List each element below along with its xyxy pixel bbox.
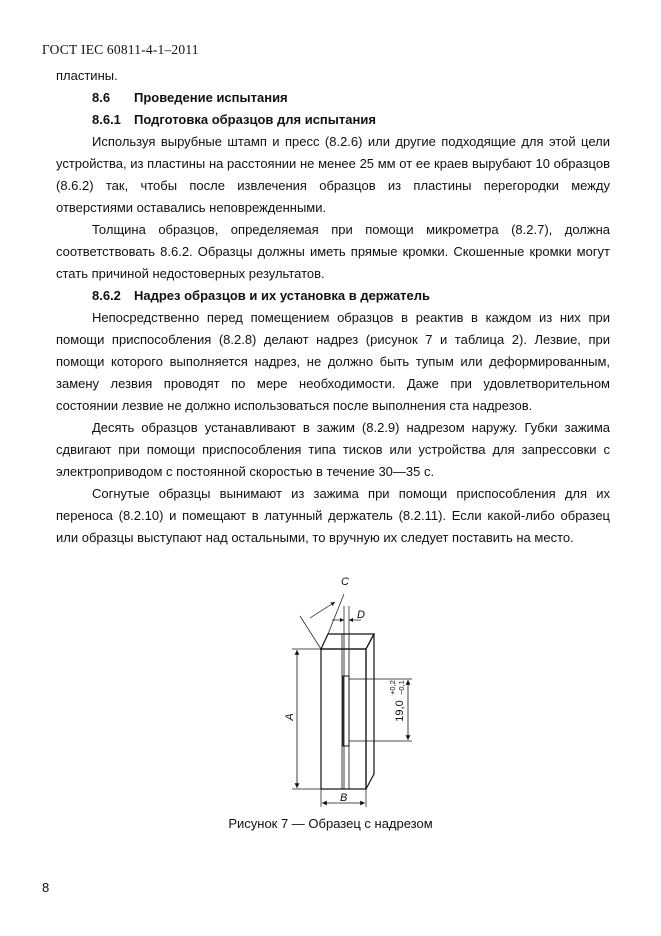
paragraph-line: отверстиями оставались неповрежденными. — [56, 200, 327, 215]
page-header: ГОСТ IEC 60811-4-1–2011 — [42, 42, 199, 57]
section-heading-8-6-1 — [56, 109, 610, 131]
section-title: Надрез образцов и их установка в держатель — [134, 288, 431, 303]
paragraph-line: замену лезвия проводят по мере необходимости. Даже при удовлетворительном — [56, 376, 610, 391]
document-body — [56, 65, 610, 549]
paragraph-line: Десять образцов устанавливают в зажим (8.2.9) надрезом наружу. Губки зажима — [92, 420, 610, 435]
section-heading-8-6-2 — [56, 285, 610, 307]
paragraph-line: Согнутые образцы вынимают из зажима при помощи приспособления для их — [92, 486, 610, 501]
section-heading-8-6 — [56, 87, 610, 109]
paragraph-line: сдвигают при помощи приспособления типа тисков или устройства для запрессовки с — [56, 442, 610, 457]
paragraph-line: стать причиной недостоверных результатов. — [56, 266, 325, 281]
section-title: Подготовка образцов для испытания — [134, 112, 376, 127]
paragraph-line: помощи приспособления (8.2.8) делают надрез (рисунок 7 и таблица 2). Лезвие, при — [56, 332, 610, 347]
specimen-side-face — [366, 634, 374, 789]
figure-specimen — [270, 574, 440, 809]
specimen-drawing — [270, 574, 440, 809]
paragraph-line: Толщина образцов, определяемая при помощи микрометра (8.2.7), должна — [92, 222, 610, 237]
figure-caption: Рисунок 7 — Образец с надрезом — [228, 816, 433, 831]
paragraph-line: состоянии лезвие не должно использоваться после выполнения ста надрезов. — [56, 398, 533, 413]
paragraph-line: Используя вырубные штамп и пресс (8.2.6) или другие подходящие для этой цели — [92, 134, 610, 149]
label-a: A — [284, 713, 296, 721]
paragraph-line: соответствовать 8.6.2. Образцы должны иметь прямые кромки. Скошенные кромки могут — [56, 244, 610, 259]
specimen-top-face — [321, 634, 374, 649]
label-d: D — [357, 609, 365, 621]
section-title: Проведение испытания — [134, 90, 288, 105]
tolerance-lower: −0,1 — [397, 680, 406, 695]
tolerance-upper: +0,2 — [388, 680, 397, 695]
dimension-line-c — [300, 616, 321, 649]
paragraph-line: (8.6.2) так, чтобы после извлечения образцов из пластины перегородки между — [56, 178, 610, 193]
dimension-base: 19,0 — [394, 700, 406, 722]
dimension-value-notch — [394, 700, 406, 721]
paragraph-line: устройства, из пластины на расстоянии не менее 25 мм от ее краев вырубают 10 образцов — [56, 156, 610, 171]
section-number: 8.6.2 — [92, 288, 121, 303]
paragraph-line: электроприводом с постоянной скоростью в течение 30—35 с. — [56, 464, 435, 479]
dimension-line-c — [310, 602, 335, 618]
lead-line: пластины. — [56, 68, 118, 83]
paragraph-line: или образцы выступают над остальными, то вручную их следует поставить на место. — [56, 530, 574, 545]
dimension-line-c — [328, 594, 344, 634]
paragraph-line: Непосредственно перед помещением образцов в реактив в каждом из них при — [92, 310, 610, 325]
section-number: 8.6.1 — [92, 112, 121, 127]
label-b: B — [340, 792, 348, 804]
label-c: C — [341, 576, 349, 588]
paragraph-line: переноса (8.2.10) и помещают в латунный держатель (8.2.11). Если какой-либо образец — [56, 508, 610, 523]
page-number: 8 — [42, 880, 50, 895]
paragraph-line: помощи которого выполняется надрез, не должно быть тупым или деформированным, — [56, 354, 610, 369]
section-number: 8.6 — [92, 90, 111, 105]
